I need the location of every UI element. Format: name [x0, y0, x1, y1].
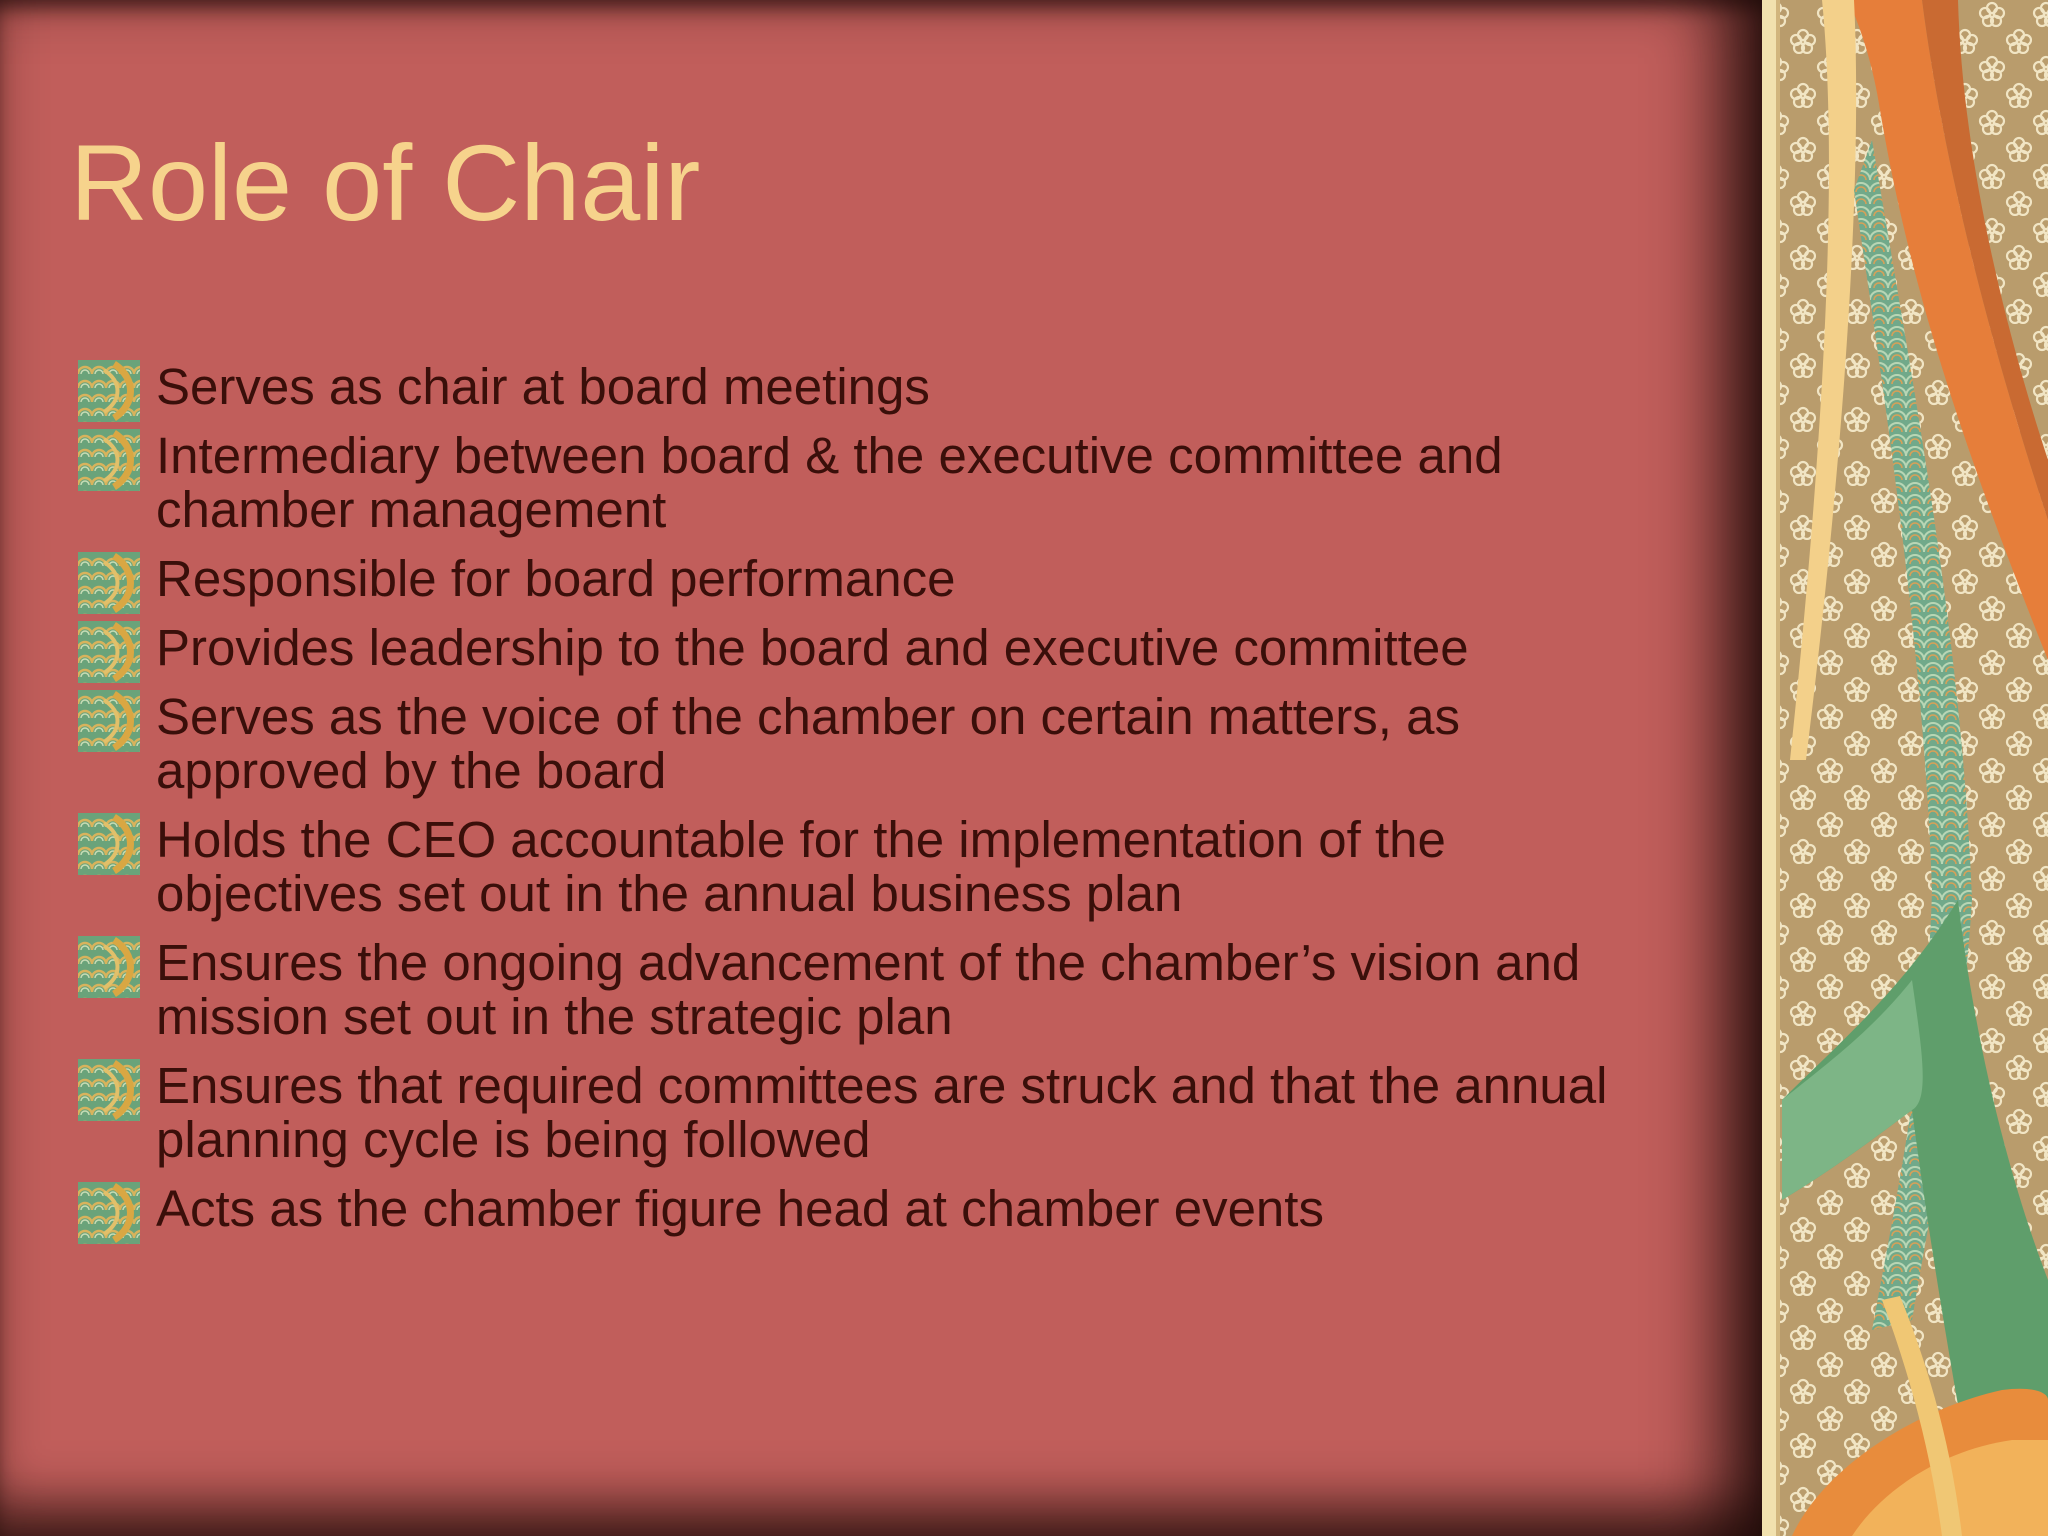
bullet-text: Serves as chair at board meetings — [156, 358, 930, 415]
bullet-item — [78, 1059, 1678, 1167]
bullet-text: Acts as the chamber figure head at chamber events — [156, 1180, 1324, 1237]
bullet-icon — [78, 621, 140, 683]
bullet-icon — [78, 1059, 140, 1121]
bullet-text: Holds the CEO accountable for the implementation of the objectives set out in the annual business plan — [156, 811, 1446, 922]
bullet-text: Intermediary between board & the executive committee and chamber management — [156, 427, 1503, 538]
floral-ribbon-decoration — [1762, 0, 2048, 1536]
bullet-icon — [78, 1182, 140, 1244]
bullet-icon — [78, 360, 140, 422]
slide-title: Role of Chair — [70, 122, 701, 243]
bullet-item — [78, 813, 1678, 921]
bullet-item — [78, 360, 1678, 414]
bullet-item — [78, 429, 1678, 537]
bullet-icon — [78, 429, 140, 491]
bullet-list — [78, 360, 1678, 1251]
bullet-text: Provides leadership to the board and executive committee — [156, 619, 1469, 676]
bullet-item — [78, 1182, 1678, 1236]
bullet-text: Ensures the ongoing advancement of the chamber’s vision and mission set out in the strategic plan — [156, 934, 1581, 1045]
bullet-text: Ensures that required committees are struck and that the annual planning cycle is being followed — [156, 1057, 1608, 1168]
bullet-item — [78, 621, 1678, 675]
bullet-item — [78, 552, 1678, 606]
bullet-icon — [78, 936, 140, 998]
bullet-icon — [78, 813, 140, 875]
bullet-item — [78, 936, 1678, 1044]
bullet-icon — [78, 690, 140, 752]
bullet-item — [78, 690, 1678, 798]
bullet-text: Responsible for board performance — [156, 550, 956, 607]
bullet-icon — [78, 552, 140, 614]
bullet-text: Serves as the voice of the chamber on certain matters, as approved by the board — [156, 688, 1460, 799]
